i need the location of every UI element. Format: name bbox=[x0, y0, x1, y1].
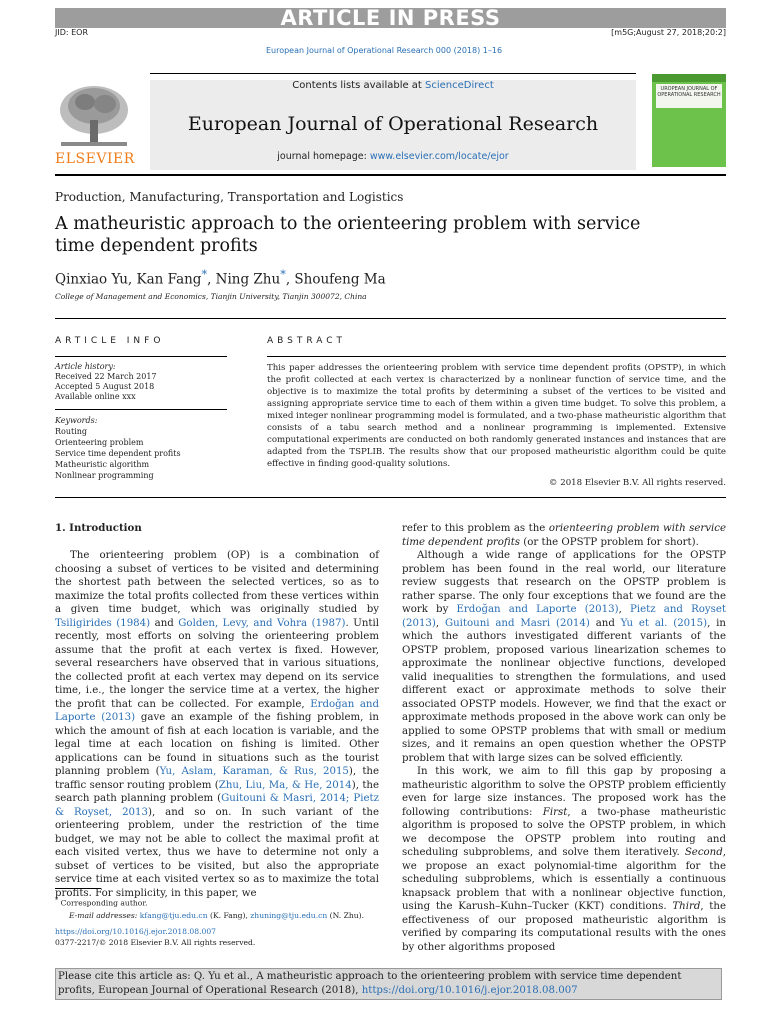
intro-paragraph-1 bbox=[55, 549, 379, 900]
homepage-prefix: journal homepage: bbox=[277, 151, 370, 162]
citation-link[interactable]: Pietz and Royset (2013) bbox=[402, 604, 726, 629]
citation-link[interactable]: Zhu, Liu, Ma, & He, 2014 bbox=[218, 779, 352, 791]
article-info-rule bbox=[55, 356, 227, 357]
article-info-heading: ARTICLE INFO bbox=[55, 336, 165, 346]
introduction-heading: 1. Introduction bbox=[55, 522, 142, 534]
body-column-right bbox=[402, 522, 726, 954]
cover-title: UROPEAN JOURNAL OF OPERATIONAL RESEARCH bbox=[656, 84, 722, 108]
intro-paragraph-3 bbox=[402, 765, 726, 954]
author-3: , Ning Zhu bbox=[207, 271, 281, 288]
text: ), and so on. In such variant of the orienteering problem, under the restriction of the time budget, we may not be able to collect the maximal profit at each visited vertex, thus we have to determine not only a subset of vertices to be visited, but also the appropriate service time at each visited vertex so as to maximize the total profits. For simplicity, in this paper, we bbox=[55, 806, 379, 899]
header-top-rule bbox=[150, 73, 636, 74]
abstract-rule bbox=[267, 356, 726, 357]
keywords-label: Keywords: bbox=[55, 416, 98, 425]
citation-text: Please cite this article as: Q. Yu et al., A matheuristic approach to the orienteering problem with service time dependent profits, European Journal of Operational Research (2018), bbox=[58, 971, 682, 996]
keyword: Orienteering problem bbox=[55, 438, 144, 447]
citation-box bbox=[55, 968, 722, 1000]
article-history bbox=[55, 362, 227, 402]
history-label: Article history: bbox=[55, 362, 116, 371]
keywords bbox=[55, 415, 227, 481]
text: , bbox=[435, 617, 445, 629]
email-label: E-mail addresses: bbox=[69, 910, 140, 920]
doi-link[interactable]: https://doi.org/10.1016/j.ejor.2018.08.007 bbox=[55, 927, 216, 936]
text: ), the search path planning problem ( bbox=[55, 779, 379, 804]
corresponding-mark-1[interactable]: * bbox=[201, 268, 208, 281]
citation-link[interactable]: Yu et al. (2015) bbox=[620, 617, 708, 629]
history-online: Available online xxx bbox=[55, 392, 136, 401]
article-title: A matheuristic approach to the orienteering problem with service time dependent profits bbox=[55, 214, 641, 256]
elsevier-wordmark: ELSEVIER bbox=[55, 151, 135, 167]
text: , a two-phase matheuristic algorithm is proposed to solve the OPSTP problem, in which we decompose the OPSTP problem into routing and scheduling subproblems, and solve them iteratively. bbox=[402, 806, 726, 858]
emphasis: orienteering problem with service time dependent profits bbox=[402, 523, 726, 548]
footnote-star: * bbox=[55, 897, 59, 904]
journal-homepage bbox=[150, 151, 636, 162]
build-stamp: [m5G;August 27, 2018;20:2] bbox=[611, 28, 726, 37]
title-block-rule bbox=[55, 318, 726, 319]
text: and bbox=[150, 617, 179, 629]
citation-link[interactable]: Guitouni and Masri (2014) bbox=[444, 617, 590, 629]
text: The orienteering problem (OP) is a combination of choosing a subset of vertices to be visited and determining the shortest path between the selected vertices, so as to maximize the total profits collected from these vertices within a given time budget, which was originally studied by bbox=[55, 550, 379, 615]
text: (N. Zhu). bbox=[327, 910, 365, 920]
intro-paragraph-1-cont bbox=[402, 522, 726, 549]
author-1-2: Qinxiao Yu, Kan Fang bbox=[55, 271, 202, 288]
sciencedirect-link[interactable]: ScienceDirect bbox=[425, 80, 494, 91]
citation-link[interactable]: Guitouni & Masri, 2014; Pietz & Royset, 2013 bbox=[55, 793, 379, 818]
abstract-text: This paper addresses the orienteering problem with service time dependent profits (OPSTP), in which the profit collected at each vertex is characterized by a nonlinear function of service time, and the objective is to maximize the total profits by determining a subset of the vertices to be visited and assigning appropriate service time to each of them within a given time budget. To solve this problem, a mixed integer nonlinear programming model is formulated, and a two-phase matheuristic algorithm that consists of a tabu search method and a nonlinear programming is implemented. Extensive computational experiments are conducted on both randomly generated instances and instances that are adapted from the TSPLIB. The results show that our proposed matheuristic algorithm could be quite effective in finding good-quality solutions. bbox=[267, 363, 726, 469]
journal-title: European Journal of Operational Research bbox=[187, 113, 599, 135]
text: (or the OPSTP problem for short). bbox=[520, 536, 699, 548]
history-accepted: Accepted 5 August 2018 bbox=[55, 382, 155, 391]
journal-cover-thumbnail[interactable] bbox=[652, 74, 726, 167]
footnote bbox=[55, 895, 385, 922]
footnote-corresponding bbox=[55, 895, 385, 910]
text: , we propose an exact polynomial-time algorithm for the scheduling subproblems, which is essentially a continuous knapsack problem that with a nonlinear objective function, using the Karush–Kuhn–Tucker (KKT) conditions. bbox=[402, 847, 726, 912]
keyword: Matheuristic algorithm bbox=[55, 460, 150, 469]
body-column-left bbox=[55, 549, 379, 900]
email-link[interactable]: kfang@tju.edu.cn bbox=[139, 910, 208, 920]
cover-band bbox=[652, 74, 726, 82]
text: , the effectiveness of our proposed matheuristic algorithm is verified by comparing its computational results with the ones by other algorithms proposed bbox=[402, 901, 726, 953]
header-bottom-rule bbox=[55, 174, 726, 176]
emphasis: Third bbox=[672, 901, 701, 912]
text: and bbox=[589, 617, 621, 629]
emphasis: First bbox=[542, 806, 568, 818]
text: Although a wide range of applications for the OPSTP problem has been found in the real world, our literature review suggests that research on the OPSTP problem is rather sparse. The only four exceptions that we found are the work by bbox=[402, 550, 726, 615]
history-rule bbox=[55, 409, 227, 410]
text: (K. Fang), bbox=[207, 910, 251, 920]
keyword: Nonlinear programming bbox=[55, 471, 154, 480]
abstract-bottom-rule bbox=[55, 497, 726, 498]
author-4: , Shoufeng Ma bbox=[285, 271, 386, 288]
copyright: © 2018 Elsevier B.V. All rights reserved. bbox=[548, 478, 726, 488]
citation-link[interactable]: Yu, Aslam, Karaman, & Rus, 2015 bbox=[159, 766, 349, 777]
intro-paragraph-2 bbox=[402, 549, 726, 765]
citation-link[interactable]: Golden, Levy, and Vohra (1987) bbox=[178, 617, 346, 629]
email-link[interactable]: zhuning@tju.edu.cn bbox=[250, 910, 328, 920]
affiliation: College of Management and Economics, Tianjin University, Tianjin 300072, China bbox=[55, 292, 367, 301]
emphasis: Second bbox=[684, 847, 723, 858]
text: refer to this problem as the bbox=[402, 523, 549, 534]
text: , in which the authors investigated different variants of the OPSTP problem, proposed various linearization schemes to approximate the nonlinear objective functions, developed valid inequalities to strengthen the formulations, and used different exact or approximate methods to solve their associated OPSTP models. However, we find that the exact or approximate methods proposed in the above work can only be applied to some OPSTP problems that with small or medium sizes, and it remains an open question whether the OPSTP problem that with large sizes can be solved efficiently. bbox=[402, 617, 726, 764]
citation-link[interactable]: Tsiligirides (1984) bbox=[55, 617, 151, 629]
jid-label: JID: EOR bbox=[55, 28, 89, 37]
keyword: Service time dependent profits bbox=[55, 449, 181, 458]
citation-link[interactable]: Erdoğan and Laporte (2013) bbox=[456, 604, 619, 615]
text: , bbox=[618, 604, 631, 615]
text: Corresponding author. bbox=[58, 898, 148, 908]
text: ), the traffic sensor routing problem ( bbox=[55, 766, 380, 791]
homepage-link[interactable]: www.elsevier.com/locate/ejor bbox=[369, 151, 509, 162]
author-list bbox=[55, 268, 386, 288]
article-in-press-banner: ARTICLE IN PRESS bbox=[55, 8, 726, 28]
text: In this work, we aim to fill this gap by proposing a matheuristic algorithm to solve the OPSTP problem efficiently even for large size instances. The proposed work has the following contributions: bbox=[402, 766, 726, 818]
doi-block bbox=[55, 926, 255, 948]
issn-line: 0377-2217/© 2018 Elsevier B.V. All rights reserved. bbox=[55, 938, 256, 947]
section-label: Production, Manufacturing, Transportation and Logistics bbox=[55, 190, 404, 204]
citation-doi-link[interactable]: https://doi.org/10.1016/j.ejor.2018.08.007 bbox=[361, 985, 578, 996]
journal-reference-link[interactable]: European Journal of Operational Research 000 (2018) 1–16 bbox=[265, 46, 503, 55]
history-received: Received 22 March 2017 bbox=[55, 372, 157, 381]
footnote-emails bbox=[55, 910, 385, 922]
keyword: Routing bbox=[55, 427, 88, 436]
abstract-heading: ABSTRACT bbox=[267, 336, 347, 346]
text: . Until recently, most efforts on solving the orienteering problem assume that the profit at each vertex is fixed. However, several researchers have observed that in various situations, the collected profit at each vertex may depend on its service time, i.e., the longer the service time at a vertex, the higher the profit that can be collected. For example, bbox=[55, 617, 379, 710]
corresponding-mark-2[interactable]: * bbox=[280, 268, 286, 281]
text: gave an example of the fishing problem, in which the amount of fish at each location is variable, and the legal time at each location on fishing is limited. Other applications can be found in situations such as the tourist planning problem ( bbox=[55, 712, 379, 777]
citation-link[interactable]: Erdoğan and Laporte (2013) bbox=[55, 698, 380, 723]
contents-prefix: Contents lists available at bbox=[292, 80, 426, 91]
footnote-rule bbox=[55, 888, 101, 889]
contents-line bbox=[150, 80, 636, 91]
